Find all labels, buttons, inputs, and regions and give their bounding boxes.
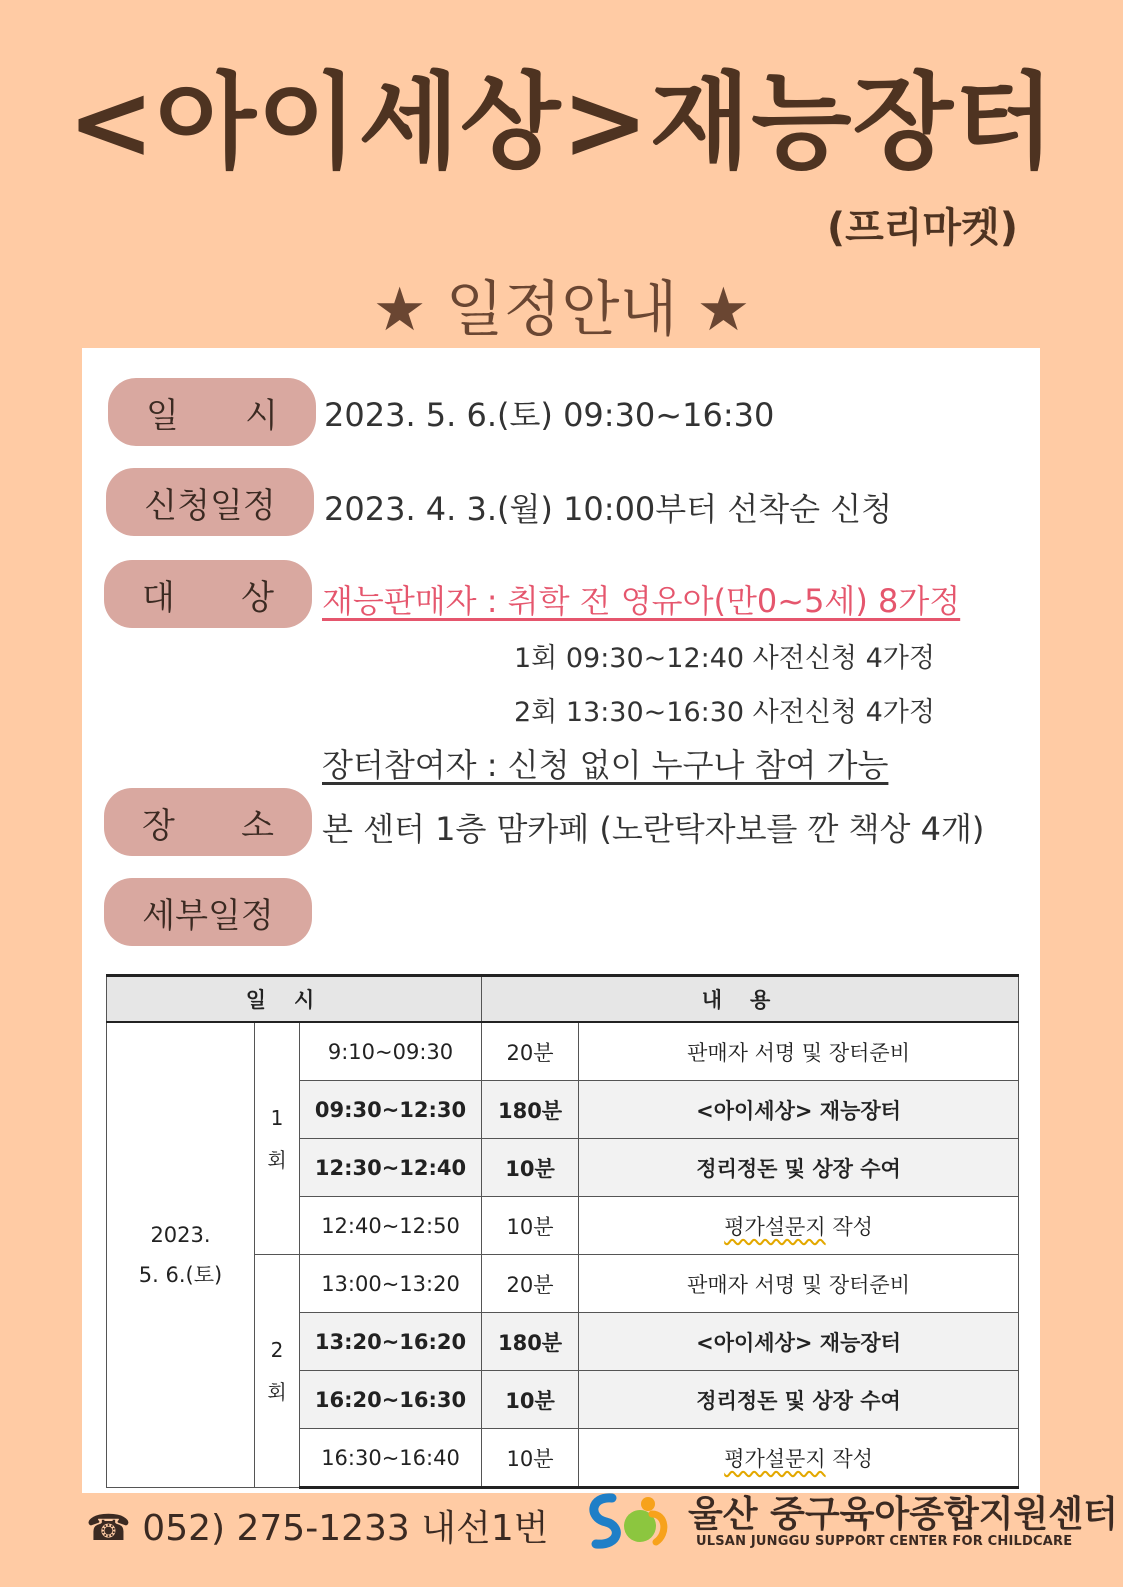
target-round1: 1회 09:30~12:40 사전신청 4가정 [514,643,935,674]
date-value: 2023. 5. 6.(토) 09:30~16:30 [324,396,775,434]
date-cell [107,1022,255,1488]
schedule-heading: ★ 일정안내 ★ [372,275,751,345]
date-cell-day: 5. 6.(토) [138,1263,223,1287]
row-duration: 10분 [482,1197,579,1255]
date-label [108,378,316,446]
org-name-english: ULSAN JUNGGU SUPPORT CENTER FOR CHILDCARE [696,1534,1073,1549]
row-duration: 20분 [482,1255,579,1313]
row-content [579,1429,1019,1488]
row-duration: 10분 [482,1371,579,1429]
place-value: 본 센터 1층 맘카페 (노란탁자보를 깐 책상 4개) [322,810,985,848]
center-logo-icon [582,1488,672,1554]
table-row [107,1022,1019,1081]
row-content: 판매자 서명 및 장터준비 [579,1255,1019,1313]
target-sellers: 재능판매자 : 취학 전 영유아(만0~5세) 8가정 [322,582,961,620]
round-2-number: 2 [270,1338,284,1362]
org-name: 울산 중구육아종합지원센터 [688,1494,1118,1535]
row-time: 13:00~13:20 [300,1255,482,1313]
poster-subtitle: (프리마켓) [826,205,1018,251]
date-label-char-1: 일 [146,395,179,436]
target-label [104,560,312,628]
telephone-icon: ☎ [86,1508,131,1549]
row-time: 09:30~12:30 [300,1081,482,1139]
round-2-unit: 회 [267,1380,287,1404]
row-duration: 10분 [482,1139,579,1197]
row-content-write: 작성 [832,1446,873,1471]
phone-contact [86,1500,549,1551]
row-content: 정리정돈 및 상장 수여 [579,1139,1019,1197]
row-content: <아이세상> 재능장터 [579,1313,1019,1371]
target-participants: 장터참여자 : 신청 없이 누구나 참여 가능 [322,746,889,784]
round-1-unit: 회 [267,1147,287,1172]
details-label: 세부일정 [104,878,312,946]
row-time: 16:20~16:30 [300,1371,482,1429]
round-2-cell [255,1255,300,1488]
row-content-survey: 평가설문지 [724,1214,826,1239]
row-time: 12:40~12:50 [300,1197,482,1255]
table-header-content: 내용 [482,976,1019,1023]
target-label-char-2: 상 [241,577,274,618]
row-duration: 180분 [482,1081,579,1139]
row-content: 정리정돈 및 상장 수여 [579,1371,1019,1429]
row-time: 9:10~09:30 [300,1022,482,1081]
table-header-time: 일시 [107,976,482,1023]
application-value: 2023. 4. 3.(월) 10:00부터 선착순 신청 [324,490,893,528]
row-time: 12:30~12:40 [300,1139,482,1197]
row-time: 16:30~16:40 [300,1429,482,1488]
row-duration: 10분 [482,1429,579,1488]
place-label-char-2: 소 [241,805,274,846]
row-duration: 180분 [482,1313,579,1371]
date-cell-year: 2023. [150,1223,211,1247]
round-1-number: 1 [270,1105,284,1130]
row-content-write: 작성 [832,1214,873,1239]
row-time: 13:20~16:20 [300,1313,482,1371]
info-panel [82,348,1040,1493]
row-content: <아이세상> 재능장터 [579,1081,1019,1139]
row-content-survey: 평가설문지 [724,1446,826,1471]
poster-title: <아이세상>재능장터 [67,61,1056,183]
date-label-char-2: 시 [245,395,278,436]
target-label-char-1: 대 [142,577,175,618]
place-label [104,788,312,856]
application-label: 신청일정 [106,468,314,536]
target-round2: 2회 13:30~16:30 사전신청 4가정 [514,697,935,728]
schedule-table-wrap [106,974,1018,1489]
row-duration: 20분 [482,1022,579,1081]
schedule-table [106,974,1019,1489]
phone-number: 052) 275-1233 내선1번 [142,1508,549,1549]
round-1-cell [255,1022,300,1255]
row-content [579,1197,1019,1255]
row-content: 판매자 서명 및 장터준비 [579,1022,1019,1081]
place-label-char-1: 장 [142,805,175,846]
